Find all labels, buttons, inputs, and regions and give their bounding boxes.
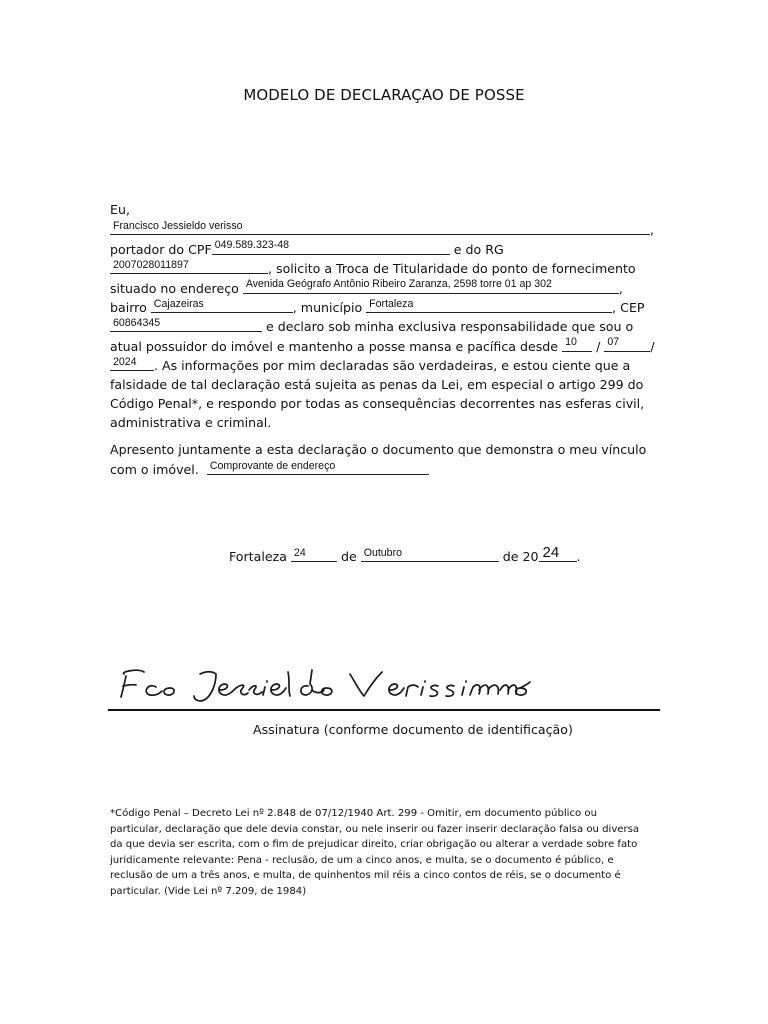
attachment-paragraph [110,440,650,479]
cpf-label: portador do CPF [110,241,212,257]
address-value: Avenida Geógrafo Antônio Ribeiro Zaranza, 2598 torre 01 ap 302 [245,278,552,291]
footnote-line: *Código Penal – Decreto Lei nº 2.848 de 07/12/1940 Art. 299 - Omitir, em documento público ou [110,808,597,819]
attach-text-2: com o imóvel. [110,462,199,478]
possessor-text: atual possuidor do imóvel e mantenho a posse mansa e pacífica desde [110,338,559,354]
date-de-1: de [340,549,357,564]
since-month-field[interactable] [604,336,650,352]
date-de-2: de 20 [502,549,539,564]
date-end: . [576,549,581,564]
possessor-line: atual possuidor do imóvel e mantenho a posse mansa e pacífica desde 10 / 07 / [110,336,650,355]
date-row [229,543,649,565]
name-value: Francisco Jessieldo verisso [113,219,243,232]
rg-label: e do RG [453,241,504,257]
date-month-value: Outubro [363,546,402,559]
date-line [229,543,649,565]
name-field[interactable] [110,219,650,235]
rg-field[interactable] [110,258,268,274]
since-day-value: 10 [565,336,577,349]
attach-line-2 [110,459,650,478]
signature-caption: Assinatura (conforme documento de identificação) [253,722,573,737]
address-line: situado no endereço Avenida Geógrafo Antônio Ribeiro Zaranza, 2598 torre 01 ap 302 , [110,278,650,297]
truth-text-3: Código Penal*, e respondo por todas as consequências decorrentes nas esferas civil, [110,395,645,411]
neighborhood-label: bairro [110,299,147,315]
since-year-field[interactable] [110,355,154,371]
city-label: , município [292,299,363,315]
cpf-line [110,239,650,258]
date-month-field[interactable] [361,546,499,562]
date-year-field[interactable] [539,543,577,562]
name-line: Francisco Jessieldo verisso , [110,219,650,238]
address-field[interactable] [243,278,619,294]
rg-value: 2007028011897 [113,258,189,271]
cep-field[interactable] [110,316,262,332]
footnote-line: reclusão de um a três anos, e multa, de quinhentos mil réis a cinco contos de réis, se o documento é [110,870,621,881]
cpf-value: 049.589.323-48 [214,239,289,252]
date-day-value: 24 [293,546,306,559]
truth-line-2 [110,375,650,394]
request-text: , solicito a Troca de Titularidade do ponto de fornecimento [268,261,636,277]
truth-line-1 [110,355,650,374]
footnote-line: da que devia ser escrita, com o fim de prejudicar direito, criar obrigação ou alterar a verdade sobre fato [110,839,638,850]
truth-text-4: administrativa e criminal. [110,415,272,431]
attach-text-1: Apresento juntamente a esta declaração o documento que demonstra o meu vínculo [110,442,647,457]
since-year-value: 2024 [113,355,137,368]
neighborhood-line [110,297,650,316]
cpf-field[interactable] [212,239,450,255]
attach-line-1 [110,440,650,459]
declare-text: e declaro sob minha exclusiva responsabilidade que sou o [266,319,634,335]
date-city: Fortaleza [229,549,287,564]
handwritten-signature [112,660,532,705]
truth-line-3 [110,394,650,413]
cep-label: , CEP [612,299,645,315]
declaration-body [110,200,655,433]
truth-line-4 [110,413,650,432]
footnote [110,806,655,899]
address-label: situado no endereço [110,280,239,296]
document-value: Comprovante de endereço [209,459,336,472]
date-day-field[interactable] [291,546,337,562]
truth-text-1: . As informações por mim declaradas são verdadeiras, e estou ciente que a [154,358,631,374]
cep-value: 60864345 [113,316,161,329]
city-field[interactable] [366,297,612,313]
since-day-field[interactable] [562,336,592,352]
date-year-value: 24 [542,543,560,561]
city-value: Fortaleza [369,297,414,310]
document-field[interactable] [207,459,429,475]
since-month-value: 07 [607,336,620,349]
footnote-line: juridicamente relevante: Pena - reclusão, de um a cinco anos, e multa, se o documento é público, e [110,854,614,866]
neighborhood-value: Cajazeiras [153,297,204,310]
footnote-line: particular, declaração que dele devia constar, ou nele inserir ou fazer inserir declaração falsa ou diversa [110,823,640,835]
greeting: Eu, [110,202,130,217]
signature-line [108,709,660,711]
truth-text-2: falsidade de tal declaração está sujeita as penas da Lei, em especial o artigo 299 do [110,376,644,392]
neighborhood-field[interactable] [151,297,293,313]
footnote-line: particular. (Vide Lei nº 7.209, de 1984) [110,885,307,897]
document-title: MODELO DE DECLARAÇAO DE POSSE [243,86,525,104]
